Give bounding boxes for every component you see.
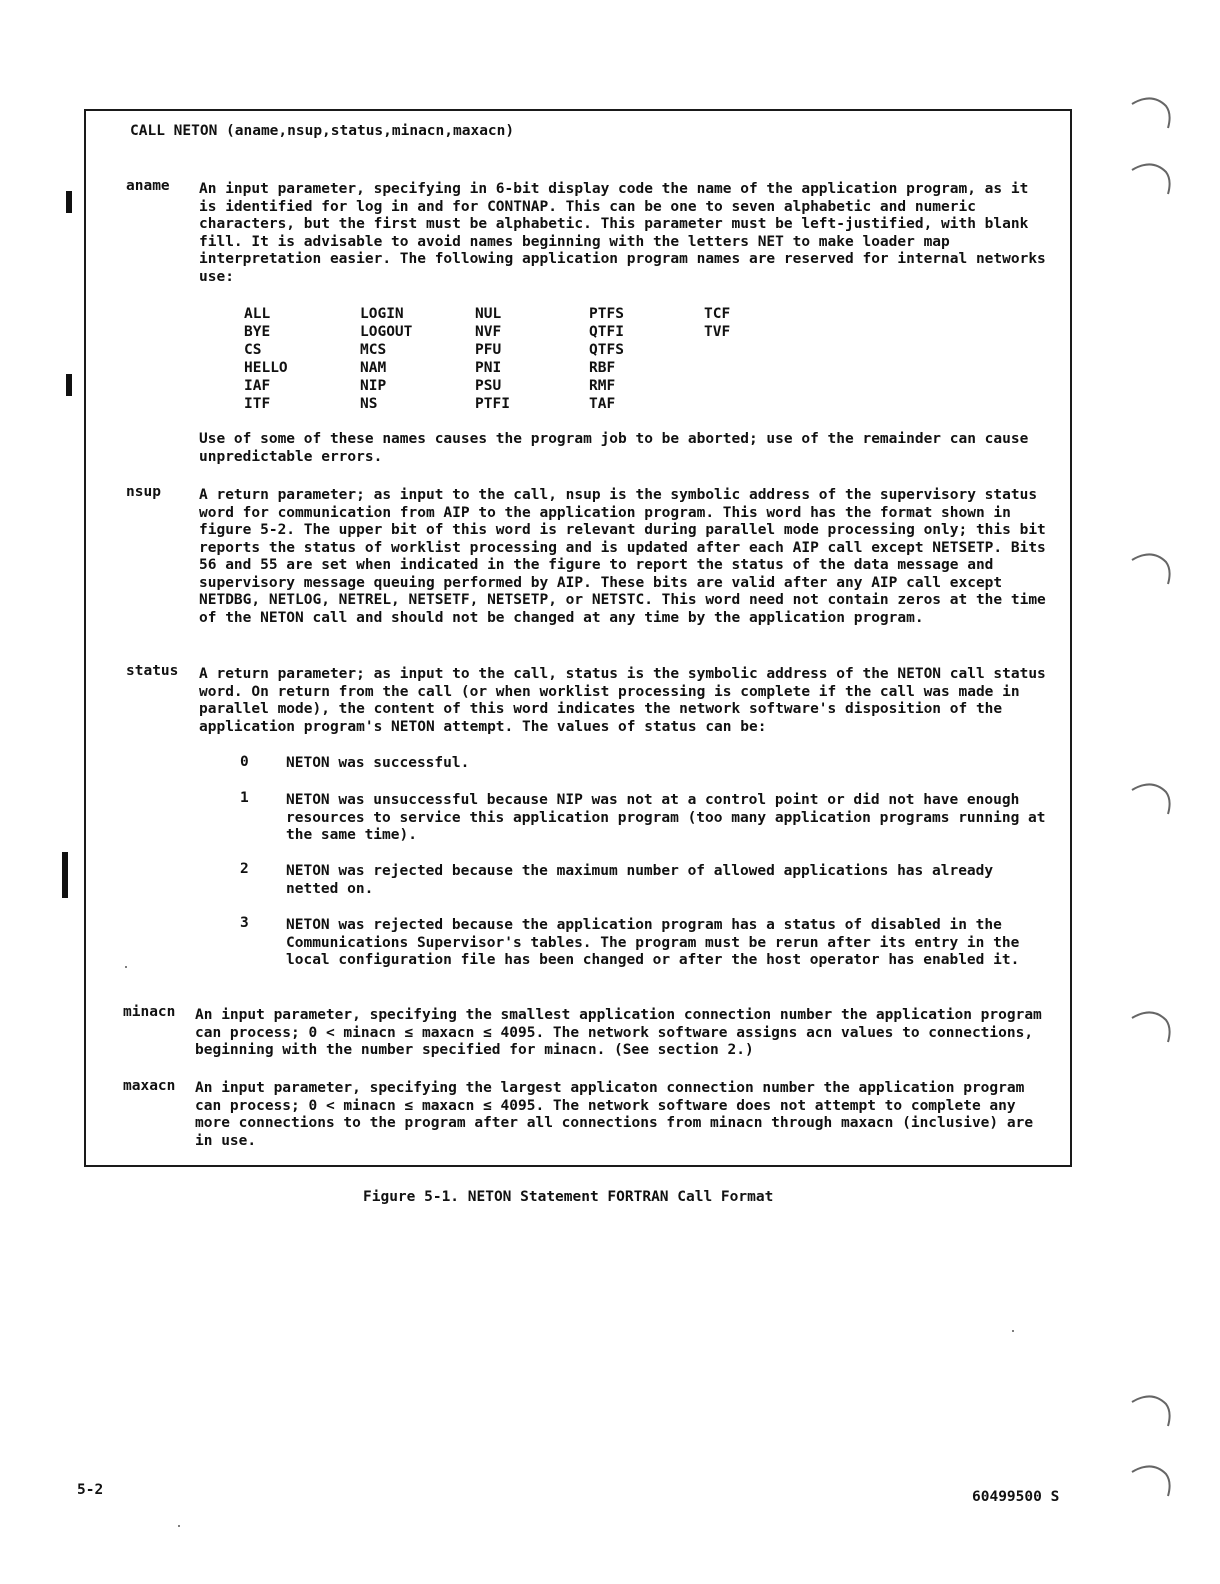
binder-ring-mark <box>1128 1390 1172 1430</box>
status-value-number: 0 <box>240 754 249 770</box>
reserved-names-column <box>244 306 288 414</box>
reserved-name: BYE <box>244 324 271 340</box>
status-value-text: NETON was rejected because the application program has a status of disabled in the Communications Supervisor's tables. The program must be rerun after its entry in the local configuration file has been changed or after the host operator has enabled it. <box>286 917 1020 968</box>
change-bar <box>62 852 68 898</box>
param-desc-nsup: A return parameter; as input to the call, nsup is the symbolic address of the supervisory status word for communication from AIP to the application program. This word has the format shown in figure 5-2. The upper bit of this word is relevant during parallel mode processing only; this bit reports the status of worklist processing and is updated after each AIP call except NETSETP. Bits 56 and 55 are set when indicated in the figure to report the status of the data message and supervisory message queuing performed by AIP. These bits are valid after any AIP call except NETDBG, NETLOG, NETREL, NETSETF, NETSETP, or NETSTC. This word need not contain zeros at the time of the NETON call and should not be changed at any time by the application program. <box>199 487 1046 626</box>
reserved-name: ITF <box>244 396 271 412</box>
binder-ring-mark <box>1128 1006 1172 1046</box>
scan-speck <box>125 966 127 968</box>
reserved-name: QTFI <box>589 324 624 340</box>
scan-speck <box>178 1525 180 1527</box>
reserved-name: MCS <box>360 342 387 358</box>
status-value-text: NETON was unsuccessful because NIP was not at a control point or did not have enough resources to service this application program (too many application programs running at the same time). <box>286 792 1046 843</box>
reserved-name: PTFS <box>589 306 624 322</box>
reserved-name: ALL <box>244 306 271 322</box>
binder-ring-mark <box>1128 778 1172 818</box>
reserved-name: PSU <box>475 378 502 394</box>
reserved-name: TAF <box>589 396 616 412</box>
document-number: 60499500 S <box>972 1489 1060 1505</box>
binder-ring-mark <box>1128 92 1172 132</box>
param-term-nsup: nsup <box>126 484 161 500</box>
reserved-names-column <box>589 306 624 414</box>
status-value-number: 1 <box>240 790 249 806</box>
reserved-name: RMF <box>589 378 616 394</box>
reserved-name: LOGOUT <box>360 324 413 340</box>
status-value-number: 3 <box>240 915 249 931</box>
binder-ring-mark <box>1128 548 1172 588</box>
reserved-name: NUL <box>475 306 502 322</box>
reserved-name: PNI <box>475 360 502 376</box>
reserved-name: PTFI <box>475 396 510 412</box>
reserved-name: NIP <box>360 378 387 394</box>
reserved-name: IAF <box>244 378 271 394</box>
status-value-text: NETON was successful. <box>286 755 470 771</box>
figure-caption: Figure 5-1. NETON Statement FORTRAN Call Format <box>363 1189 774 1205</box>
scan-speck <box>1012 1330 1014 1332</box>
param-desc-aname: An input parameter, specifying in 6-bit display code the name of the application program, as it is identified for log in and for CONTNAP. This can be one to seven alphabetic and numeric characters, but the first must be alphabetic. This parameter must be left-justified, with blank fill. It is advisable to avoid names beginning with the letters NET to make loader map interpretation easier. The following application program names are reserved for internal networks use: <box>199 181 1046 285</box>
reserved-name: NVF <box>475 324 502 340</box>
reserved-names-table <box>244 306 804 416</box>
binder-ring-mark <box>1128 158 1172 198</box>
status-value-text: NETON was rejected because the maximum number of allowed applications has already netted on. <box>286 863 994 897</box>
change-bar <box>66 374 72 396</box>
call-statement: CALL NETON (aname,nsup,status,minacn,maxacn) <box>130 123 515 139</box>
param-desc-minacn: An input parameter, specifying the smallest application connection number the application program can process; 0 < minacn ≤ maxacn ≤ 4095. The network software assigns acn values to connections, beginning with the number specified for minacn. (See section 2.) <box>195 1007 1042 1058</box>
reserved-name: HELLO <box>244 360 288 376</box>
param-term-status: status <box>126 663 179 679</box>
change-bar <box>66 191 72 213</box>
param-desc-status: A return parameter; as input to the call, status is the symbolic address of the NETON call status word. On return from the call (or when worklist processing is complete if the call was made in parallel mode), the content of this word indicates the network software's disposition of the application program's NETON attempt. The values of status can be: <box>199 666 1046 735</box>
binder-ring-mark <box>1128 1460 1172 1500</box>
reserved-name: TCF <box>704 306 731 322</box>
param-desc-maxacn: An input parameter, specifying the largest applicaton connection number the application program can process; 0 < minacn ≤ maxacn ≤ 4095. The network software does not attempt to complete any more connections to the program after all connections from minacn through maxacn (inclusive) are in use. <box>195 1080 1034 1149</box>
param-term-aname: aname <box>126 178 170 194</box>
reserved-names-column <box>475 306 510 414</box>
param-term-maxacn: maxacn <box>123 1078 176 1094</box>
reserved-name: QTFS <box>589 342 624 358</box>
reserved-name: CS <box>244 342 262 358</box>
reserved-name: PFU <box>475 342 502 358</box>
reserved-name: TVF <box>704 324 731 340</box>
reserved-name: LOGIN <box>360 306 404 322</box>
reserved-names-column <box>704 306 730 342</box>
reserved-names-column <box>360 306 412 414</box>
reserved-names-note: Use of some of these names causes the program job to be aborted; use of the remainder can cause unpredictable errors. <box>199 431 1029 465</box>
param-term-minacn: minacn <box>123 1004 176 1020</box>
reserved-name: NS <box>360 396 378 412</box>
reserved-name: NAM <box>360 360 387 376</box>
page-number: 5-2 <box>77 1482 104 1498</box>
reserved-name: RBF <box>589 360 616 376</box>
status-value-number: 2 <box>240 861 249 877</box>
